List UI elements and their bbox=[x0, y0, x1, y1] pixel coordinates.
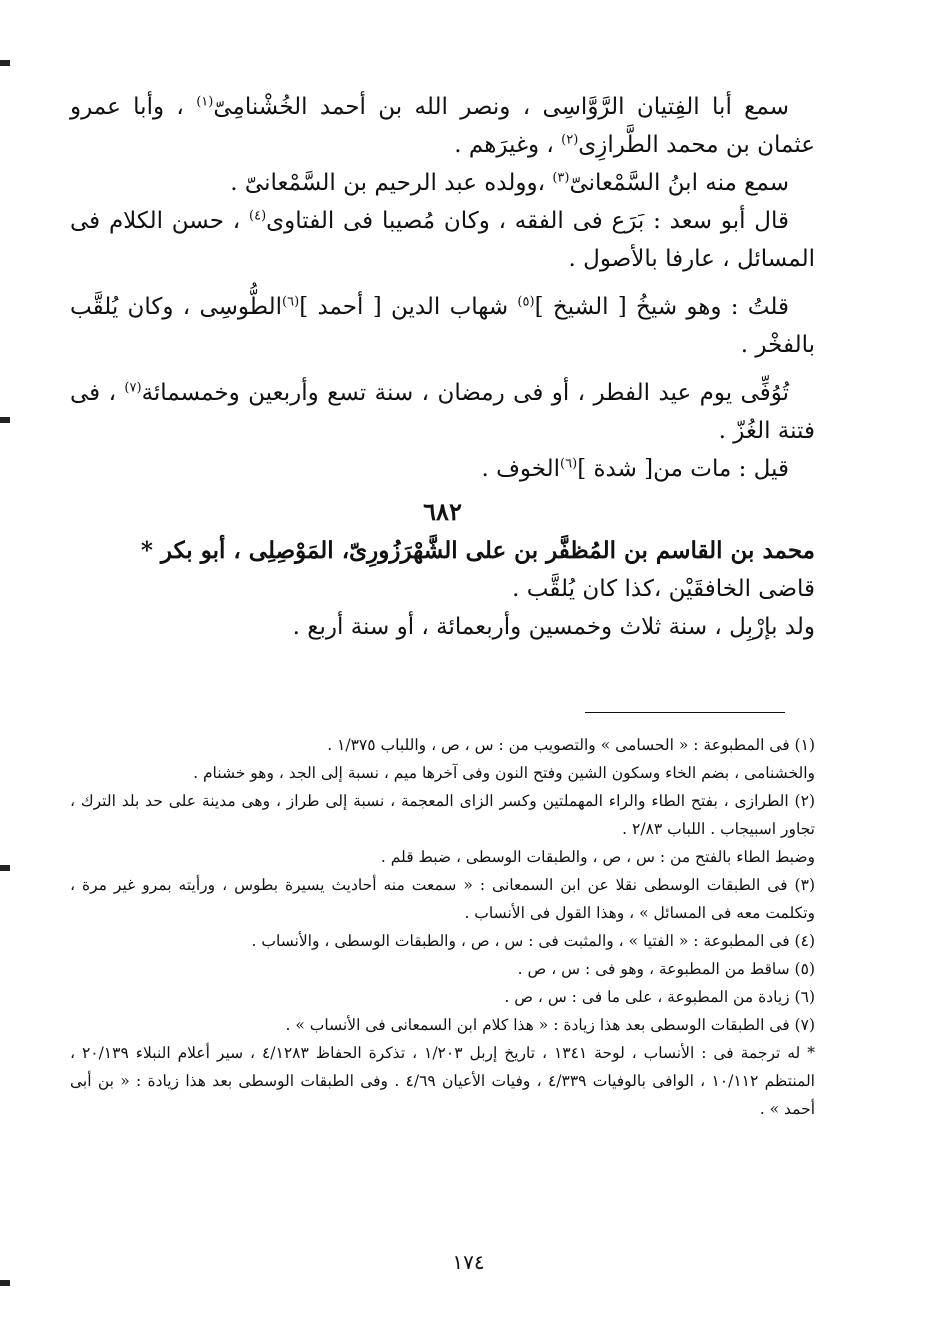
footnote: (٦) زيادة من المطبوعة ، على ما فى : س ، ص . bbox=[504, 988, 815, 1006]
footnote-ref[interactable]: (١) bbox=[196, 94, 214, 110]
margin-mark bbox=[0, 417, 10, 423]
footnote-ref[interactable]: (٢) bbox=[561, 132, 579, 148]
main-text bbox=[70, 88, 815, 646]
footnote-ref[interactable]: (٥) bbox=[517, 294, 535, 310]
paragraph: قيل : مات من[ شدة ]$^{(٦)}$الخوف . bbox=[481, 456, 789, 482]
footnote: وضبط الطاء بالفتح من : س ، ص ، والطبقات الوسطى ، ضبط قلم . bbox=[380, 848, 815, 866]
footnote: (٥) ساقط من المطبوعة ، وهو فى : س ، ص . bbox=[517, 960, 815, 978]
footnote: (٧) فى الطبقات الوسطى بعد هذا زيادة : « هذا كلام ابن السمعانى فى الأنساب » . bbox=[285, 1016, 815, 1034]
footnotes bbox=[70, 731, 815, 1123]
margin-mark bbox=[0, 60, 10, 66]
entry-number: ٦٨٢ bbox=[423, 497, 462, 526]
footnote-ref[interactable]: (٤) bbox=[249, 208, 267, 224]
paragraph: سمع أبا الفِتيان الرَّوَّاسِى ، ونصر الله بن أحمد الخُشْنامِىّ$^{(١)}$ ، وأبا عمرو عثمان بن محمد الطَّرازِى$^{(٢)}$ ، وغيرَهم . bbox=[70, 94, 815, 158]
footnote: والخشنامى ، بضم الخاء وسكون الشين وفتح النون وفى آخرها ميم ، نسبة إلى الجد ، وهو خشنام . bbox=[193, 764, 815, 782]
margin-mark bbox=[0, 865, 10, 871]
paragraph: قلتُ : وهو شيخُ [ الشيخ ]$^{(٥)}$ شهاب الدين [ أحمد ]$^{(٦)}$الطُّوسِى ، وكان يُلقَّب بالفخْر . bbox=[70, 294, 815, 358]
paragraph: قاضى الخافقَيْن ،كذا كان يُلقَّب . bbox=[512, 576, 815, 602]
footnote-separator bbox=[585, 712, 785, 713]
paragraph: قال أبو سعد : بَرَع فى الفقه ، وكان مُصيبا فى الفتاوى$^{(٤)}$ ، حسن الكلام فى المسائل ، عارفا بالأصول . bbox=[70, 208, 815, 272]
margin-mark bbox=[0, 1280, 10, 1286]
footnote: (١) فى المطبوعة : « الحسامى » والتصويب من : س ، ص ، واللباب ١/٣٧٥ . bbox=[327, 736, 815, 754]
page-body bbox=[70, 88, 815, 1123]
footnote: (٢) الطرازى ، بفتح الطاء والراء المهملتين وكسر الزاى المعجمة ، نسبة إلى طراز ، وهى مدينة على حد بلد الترك ، تجاور اسبيجاب . اللباب ٢/٨٣ . bbox=[70, 792, 815, 838]
footnote-ref[interactable]: (٧) bbox=[124, 380, 142, 396]
page-number: ١٧٤ bbox=[452, 1250, 485, 1274]
footnote-ref[interactable]: (٣) bbox=[552, 170, 570, 186]
footnote: (٣) فى الطبقات الوسطى نقلا عن ابن السمعانى : « سمعت منه أحاديث يسيرة بطوس ، ورأيته بمرو غير مرة ، وتكلمت معه فى المسائل » ، وهذا القول فى الأنساب . bbox=[70, 876, 815, 922]
footnote: (٤) فى المطبوعة : « الفتيا » ، والمثبت فى : س ، ص ، والطبقات الوسطى ، والأنساب . bbox=[251, 932, 815, 950]
entry-heading: محمد بن القاسم بن المُظفَّر بن على الشَّهْرَزُورِىّ، المَوْصِلِى ، أبو بكر * bbox=[140, 537, 815, 564]
footnote-ref[interactable]: (٦) bbox=[282, 294, 300, 310]
paragraph: ولد بإرْبِل ، سنة ثلاث وخمسين وأربعمائة ، أو سنة أربع . bbox=[292, 614, 815, 640]
footnote: * له ترجمة فى : الأنساب ، لوحة ١٣٤١ ، تاريخ إربل ١/٢٠٣ ، تذكرة الحفاظ ٤/١٢٨٣ ، سير أعلام النبلاء ٢٠/١٣٩ ، المنتظم ١٠/١١٢ ، الوافى بالوفيات ٤/٣٣٩ ، وفيات الأعيان ٤/٦٩ . وفى الطبقات الوسطى بعد هذا زيادة : « بن أبى أحمد » . bbox=[70, 1044, 815, 1118]
paragraph: تُوُفِّى يوم عيد الفطر ، أو فى رمضان ، سنة تسع وأربعين وخمسمائة$^{(٧)}$ ، فى فتنة الغُزّ . bbox=[70, 380, 815, 444]
paragraph: سمع منه ابنُ السَّمْعانىّ$^{(٣)}$ ،وولده عبد الرحيم بن السَّمْعانىّ . bbox=[230, 170, 789, 196]
footnote-ref[interactable]: (٦) bbox=[560, 456, 578, 472]
